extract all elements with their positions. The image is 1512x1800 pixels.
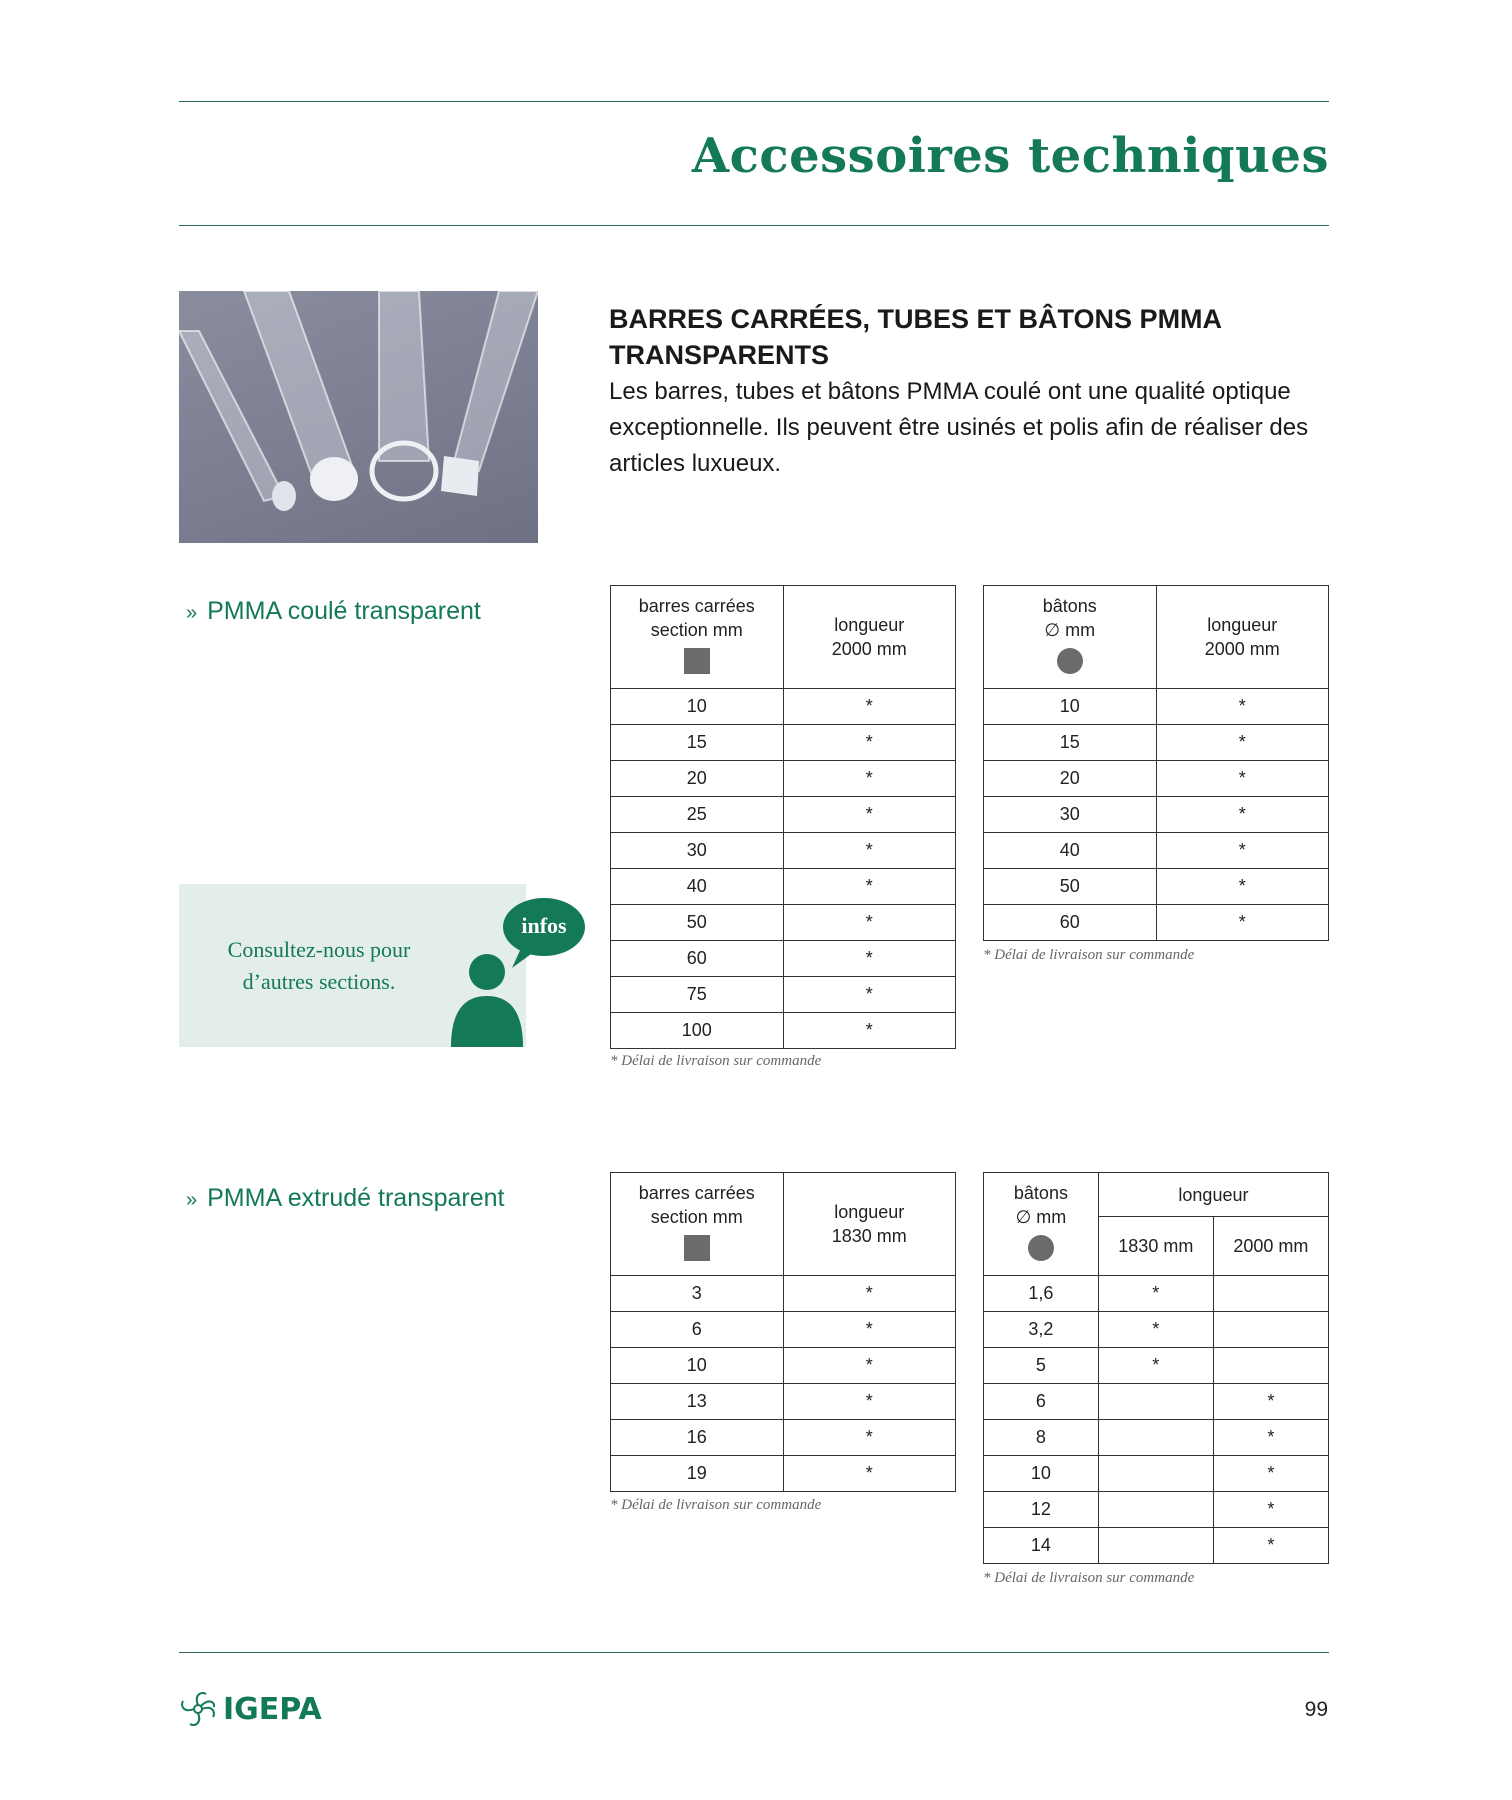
availability-mark: *: [783, 941, 956, 977]
circle-icon: [1028, 1235, 1054, 1261]
table-row: [984, 725, 1329, 761]
size-cell: 1,6: [984, 1276, 1099, 1312]
size-cell: 20: [611, 761, 784, 797]
availability-mark: *: [1213, 1384, 1328, 1420]
availability-mark: [1098, 1492, 1213, 1528]
availability-mark: *: [1098, 1312, 1213, 1348]
availability-mark: *: [1156, 833, 1329, 869]
table-row: [611, 977, 956, 1013]
section-label-extruded: » PMMA extrudé transparent: [186, 1184, 505, 1212]
logo-flower-icon: [179, 1690, 217, 1728]
table-row: [611, 833, 956, 869]
availability-mark: *: [1156, 869, 1329, 905]
table-row: [984, 1420, 1329, 1456]
size-cell: 8: [984, 1420, 1099, 1456]
availability-mark: *: [1213, 1492, 1328, 1528]
availability-mark: *: [783, 833, 956, 869]
availability-mark: *: [783, 689, 956, 725]
size-cell: 19: [611, 1456, 784, 1492]
igepa-logo: IGEPA: [179, 1690, 322, 1728]
table-row: [611, 689, 956, 725]
square-icon: [684, 648, 710, 674]
cast-round-table: bâtons ∅ mm longueur 2000 mm 10 * 15 * 20 * 30 * 40 * 50 * 60 *: [983, 585, 1329, 941]
availability-mark: [1098, 1384, 1213, 1420]
availability-mark: *: [783, 1348, 956, 1384]
table-row: [611, 1013, 956, 1049]
table-row: [984, 689, 1329, 725]
infos-text: Consultez-nous pour d’autres sections.: [227, 937, 411, 994]
availability-mark: *: [1156, 689, 1329, 725]
circle-icon: [1057, 648, 1083, 674]
availability-mark: *: [1098, 1348, 1213, 1384]
size-cell: 13: [611, 1384, 784, 1420]
table-row: [611, 941, 956, 977]
delivery-note: * Délai de livraison sur commande: [610, 1053, 822, 1069]
footer-rule: [179, 1652, 1329, 1653]
size-cell: 3: [611, 1276, 784, 1312]
availability-mark: *: [783, 1420, 956, 1456]
availability-mark: [1098, 1528, 1213, 1564]
availability-mark: *: [783, 1276, 956, 1312]
table-row: [611, 905, 956, 941]
availability-mark: *: [783, 797, 956, 833]
infos-bubble: infos: [503, 898, 585, 956]
availability-mark: [1098, 1456, 1213, 1492]
availability-mark: *: [783, 977, 956, 1013]
table-row: [611, 1348, 956, 1384]
size-cell: 30: [611, 833, 784, 869]
table-row: [611, 1384, 956, 1420]
delivery-note: * Délai de livraison sur commande: [983, 947, 1195, 963]
availability-mark: *: [1156, 905, 1329, 941]
size-cell: 40: [611, 869, 784, 905]
delivery-note: * Délai de livraison sur commande: [983, 1570, 1195, 1586]
table-row: [984, 761, 1329, 797]
table-row: [984, 797, 1329, 833]
table-row: [611, 725, 956, 761]
table-row: [611, 797, 956, 833]
size-cell: 40: [984, 833, 1157, 869]
square-icon: [684, 1235, 710, 1261]
page-title: Accessoires techniques: [691, 128, 1329, 184]
availability-mark: *: [783, 1013, 956, 1049]
size-cell: 10: [984, 1456, 1099, 1492]
size-cell: 12: [984, 1492, 1099, 1528]
availability-mark: *: [1213, 1456, 1328, 1492]
size-cell: 15: [611, 725, 784, 761]
availability-mark: *: [783, 1384, 956, 1420]
availability-mark: *: [783, 905, 956, 941]
extruded-round-table: bâtons ∅ mm longueur 1830 mm 2000 mm 1,6 * 3,2 * 5 * 6 * 8 * 10 * 12 * 14 *: [983, 1172, 1329, 1564]
table-row: [984, 1492, 1329, 1528]
product-description: Les barres, tubes et bâtons PMMA coulé ont une qualité optique exceptionnelle. Ils peuvent être usinés et polis afin de réaliser des articles luxueux.: [609, 378, 1309, 477]
product-photo: [179, 291, 538, 543]
availability-mark: [1213, 1348, 1328, 1384]
availability-mark: *: [783, 1312, 956, 1348]
table-row: [611, 761, 956, 797]
size-cell: 6: [611, 1312, 784, 1348]
availability-mark: *: [783, 761, 956, 797]
availability-mark: *: [1156, 797, 1329, 833]
size-cell: 10: [611, 689, 784, 725]
title-rule: [179, 225, 1329, 226]
size-cell: 10: [611, 1348, 784, 1384]
table-row: [984, 1348, 1329, 1384]
table-row: [984, 1528, 1329, 1564]
page-number: 99: [1304, 1698, 1328, 1721]
table-row: [984, 1384, 1329, 1420]
delivery-note: * Délai de livraison sur commande: [610, 1497, 822, 1513]
table-row: [611, 1456, 956, 1492]
size-cell: 20: [984, 761, 1157, 797]
availability-mark: *: [1213, 1420, 1328, 1456]
size-cell: 5: [984, 1348, 1099, 1384]
availability-mark: *: [783, 725, 956, 761]
table-row: [984, 1456, 1329, 1492]
availability-mark: *: [783, 1456, 956, 1492]
size-cell: 75: [611, 977, 784, 1013]
size-cell: 16: [611, 1420, 784, 1456]
table-row: [984, 905, 1329, 941]
availability-mark: *: [1098, 1276, 1213, 1312]
size-cell: 10: [984, 689, 1157, 725]
top-rule: [179, 101, 1329, 102]
section-label-cast: » PMMA coulé transparent: [186, 597, 481, 625]
size-cell: 14: [984, 1528, 1099, 1564]
size-cell: 50: [984, 869, 1157, 905]
table-row: [984, 1312, 1329, 1348]
size-cell: 25: [611, 797, 784, 833]
availability-mark: [1098, 1420, 1213, 1456]
table-row: [611, 1276, 956, 1312]
size-cell: 30: [984, 797, 1157, 833]
availability-mark: *: [783, 869, 956, 905]
infos-box: [179, 884, 526, 1047]
availability-mark: *: [1156, 761, 1329, 797]
size-cell: 50: [611, 905, 784, 941]
size-cell: 15: [984, 725, 1157, 761]
table-row: [984, 1276, 1329, 1312]
product-heading: BARRES CARRÉES, TUBES ET BÂTONS PMMA TRANSPARENTS: [609, 304, 1222, 370]
table-row: [984, 869, 1329, 905]
header-length: longueur 2000 mm: [783, 586, 956, 689]
table-row: [611, 1312, 956, 1348]
table-row: [611, 1420, 956, 1456]
table-row: [611, 869, 956, 905]
availability-mark: [1213, 1312, 1328, 1348]
header-section: barres carrées section mm: [611, 586, 784, 689]
size-cell: 60: [984, 905, 1157, 941]
size-cell: 3,2: [984, 1312, 1099, 1348]
table-row: [984, 833, 1329, 869]
availability-mark: *: [1156, 725, 1329, 761]
extruded-square-table: barres carrées section mm longueur 1830 mm 3 * 6 * 10 * 13 * 16 * 19 *: [610, 1172, 956, 1492]
availability-mark: *: [1213, 1528, 1328, 1564]
availability-mark: [1213, 1276, 1328, 1312]
cast-square-table: [610, 585, 956, 1049]
size-cell: 60: [611, 941, 784, 977]
size-cell: 100: [611, 1013, 784, 1049]
size-cell: 6: [984, 1384, 1099, 1420]
